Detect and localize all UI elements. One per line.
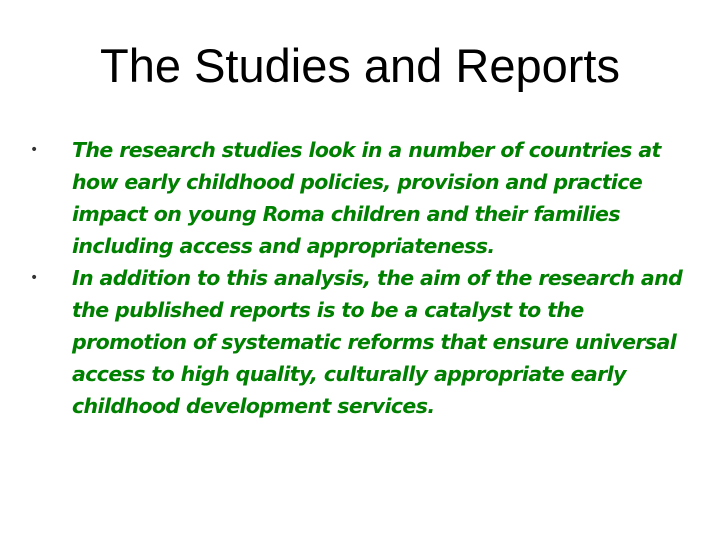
bullet-list <box>24 134 704 422</box>
bullet-icon: • <box>30 142 38 158</box>
bullet-text: In addition to this analysis, the aim of the research and the published reports is to be a catalyst to the promotion of systematic reforms that ensure universal access to high quality, culturally appropriate early childhood development services. <box>72 266 683 418</box>
bullet-text: The research studies look in a number of countries at how early childhood policies, provision and practice impact on young Roma children and their families including access and appropriateness. <box>72 138 661 258</box>
bullet-item <box>24 262 704 422</box>
slide-title: The Studies and Reports <box>100 39 620 92</box>
bullet-item <box>24 134 704 262</box>
bullet-icon: • <box>30 270 38 286</box>
